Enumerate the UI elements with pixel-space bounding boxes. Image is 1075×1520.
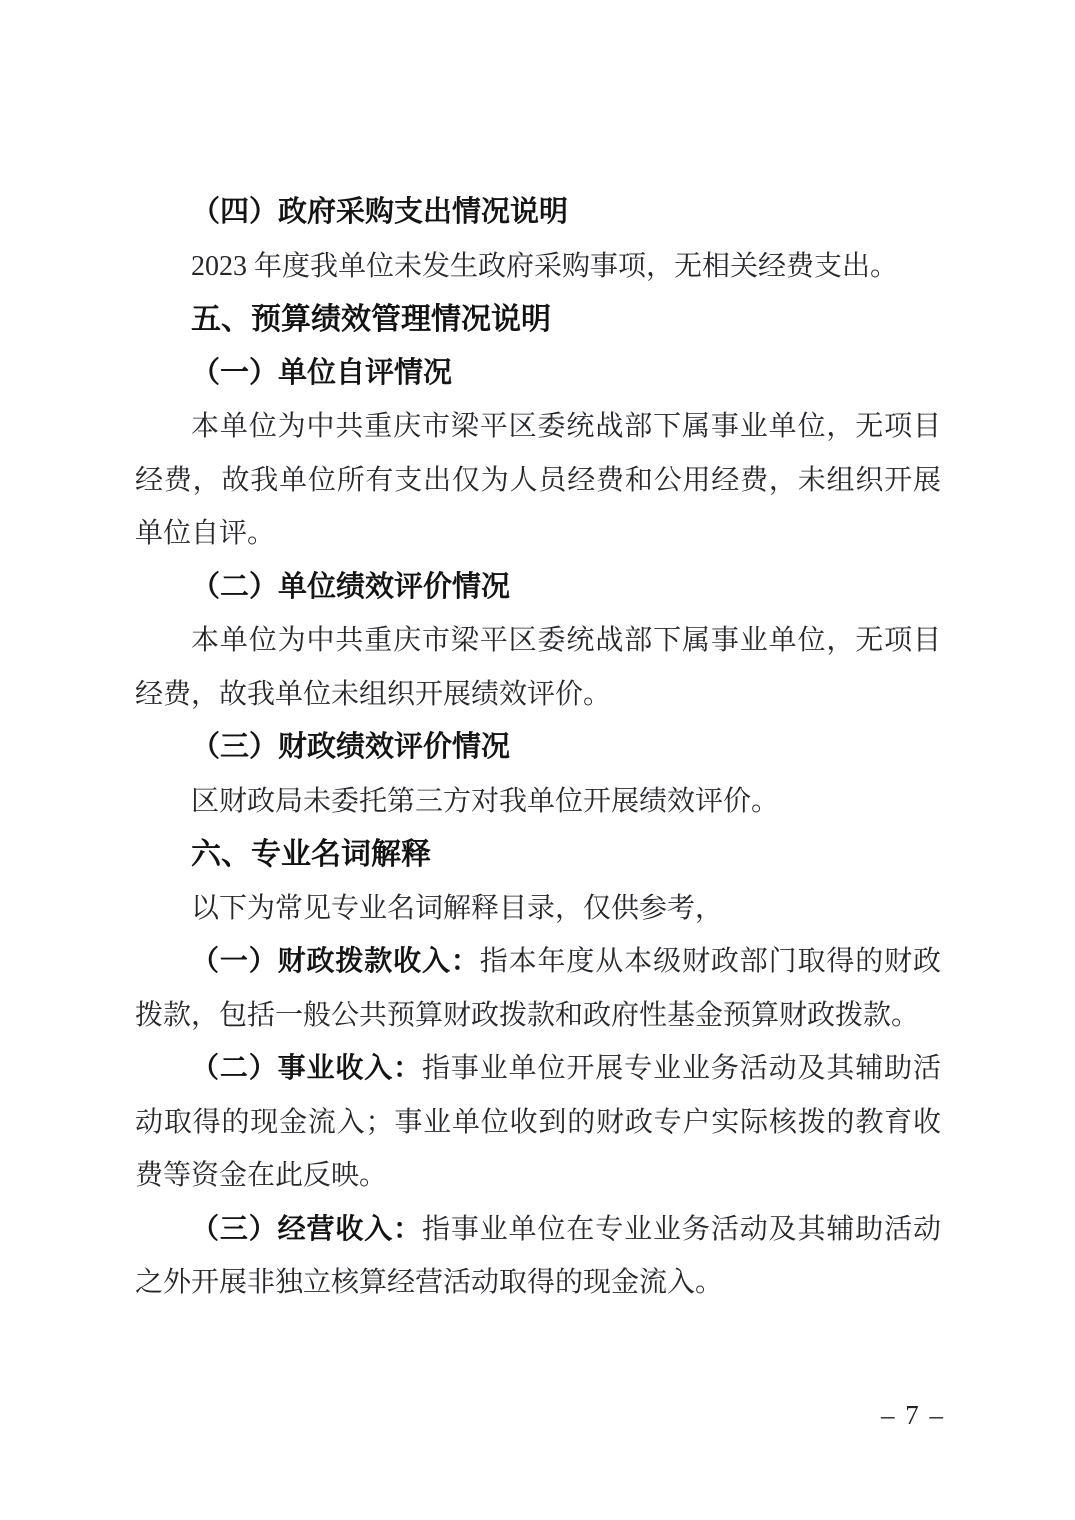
section-heading — [135, 293, 941, 347]
term-label: （二）事业收入： — [191, 1053, 423, 1084]
text-run: （一）单位自评情况 — [191, 356, 453, 389]
paragraph — [135, 240, 941, 294]
paragraph — [135, 882, 941, 936]
paragraph — [135, 1042, 941, 1203]
paragraph — [135, 400, 941, 561]
page-number: – 7 – — [881, 1400, 945, 1430]
text-run: （三）财政绩效评价情况 — [191, 731, 511, 763]
section-heading — [135, 186, 941, 240]
section-heading — [135, 721, 941, 775]
text-run: 指事业单位开展专业业务活动及其辅助活动取得的现金流入；事业单位收到的财政专户实际核拨的教育收费等资金在此反映。 — [135, 1053, 941, 1191]
paragraph — [135, 614, 941, 721]
text-run: 本单位为中共重庆市梁平区委统战部下属事业单位，无项目经费，故我单位所有支出仅为人员经费和公用经费，未组织开展单位自评。 — [135, 411, 941, 549]
text-run: 区财政局未委托第三方对我单位开展绩效评价。 — [191, 785, 780, 817]
text-run: （二）单位绩效评价情况 — [191, 570, 511, 603]
text-run: 本单位为中共重庆市梁平区委统战部下属事业单位，无项目经费，故我单位未组织开展绩效评价。 — [135, 625, 941, 710]
paragraph — [135, 1203, 941, 1310]
paragraph — [135, 935, 941, 1042]
paragraph — [135, 775, 941, 829]
text-run: 指本年度从本级财政部门取得的财政拨款，包括一般公共预算财政拨款和政府性基金预算财政拨款。 — [135, 946, 941, 1031]
term-label: （一）财政拨款收入： — [191, 946, 480, 977]
section-heading — [135, 828, 941, 882]
term-label: （三）经营收入： — [191, 1213, 423, 1245]
text-run: （四）政府采购支出情况说明 — [191, 196, 569, 228]
document-body — [135, 186, 941, 1310]
section-heading — [135, 561, 941, 615]
text-run: 2023 年度我单位未发生政府采购事项，无相关经费支出。 — [191, 250, 899, 282]
text-run: 以下为常见专业名词解释目录，仅供参考， — [191, 892, 724, 924]
text-run: 指事业单位在专业业务活动及其辅助活动之外开展非独立核算经营活动取得的现金流入。 — [135, 1213, 941, 1298]
text-run: 六、专业名词解释 — [191, 838, 431, 871]
section-heading — [135, 347, 941, 401]
text-run: 五、预算绩效管理情况说明 — [191, 303, 551, 336]
